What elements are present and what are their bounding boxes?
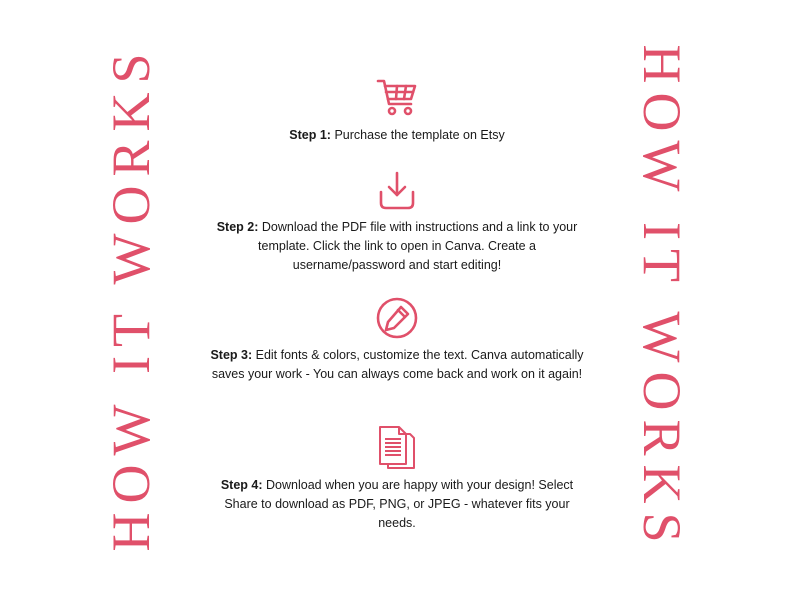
- side-title-left: HOW IT WORKS: [101, 44, 161, 552]
- step-2: [207, 170, 587, 275]
- step-4: [207, 424, 587, 533]
- step-4-text: [207, 476, 587, 533]
- step-4-description: Download when you are happy with your design! Select Share to download as PDF, PNG, or JPEG - whatever fits your needs.: [224, 478, 574, 530]
- step-1-label: Step 1:: [289, 128, 331, 142]
- step-3: [207, 296, 587, 384]
- step-2-label: Step 2:: [216, 220, 259, 234]
- step-3-text: [207, 346, 587, 384]
- download-icon: [377, 170, 417, 212]
- step-1-text: [207, 126, 587, 145]
- side-title-right: HOW IT WORKS: [632, 44, 692, 552]
- document-icon: [377, 424, 417, 470]
- step-4-label: Step 4:: [220, 478, 263, 492]
- step-1-description: Purchase the template on Etsy: [334, 128, 505, 142]
- edit-pencil-icon: [375, 296, 419, 340]
- step-3-label: Step 3:: [210, 348, 253, 362]
- step-2-text: [207, 218, 587, 275]
- step-1: [207, 76, 587, 145]
- step-3-description: Edit fonts & colors, customize the text. Canva automatically saves your work - You can always come back and work on it again!: [211, 348, 584, 381]
- step-2-description: Download the PDF file with instructions and a link to your template. Click the link to open in Canva. Create a username/password and start editing!: [258, 220, 578, 272]
- shopping-cart-icon: [375, 76, 419, 120]
